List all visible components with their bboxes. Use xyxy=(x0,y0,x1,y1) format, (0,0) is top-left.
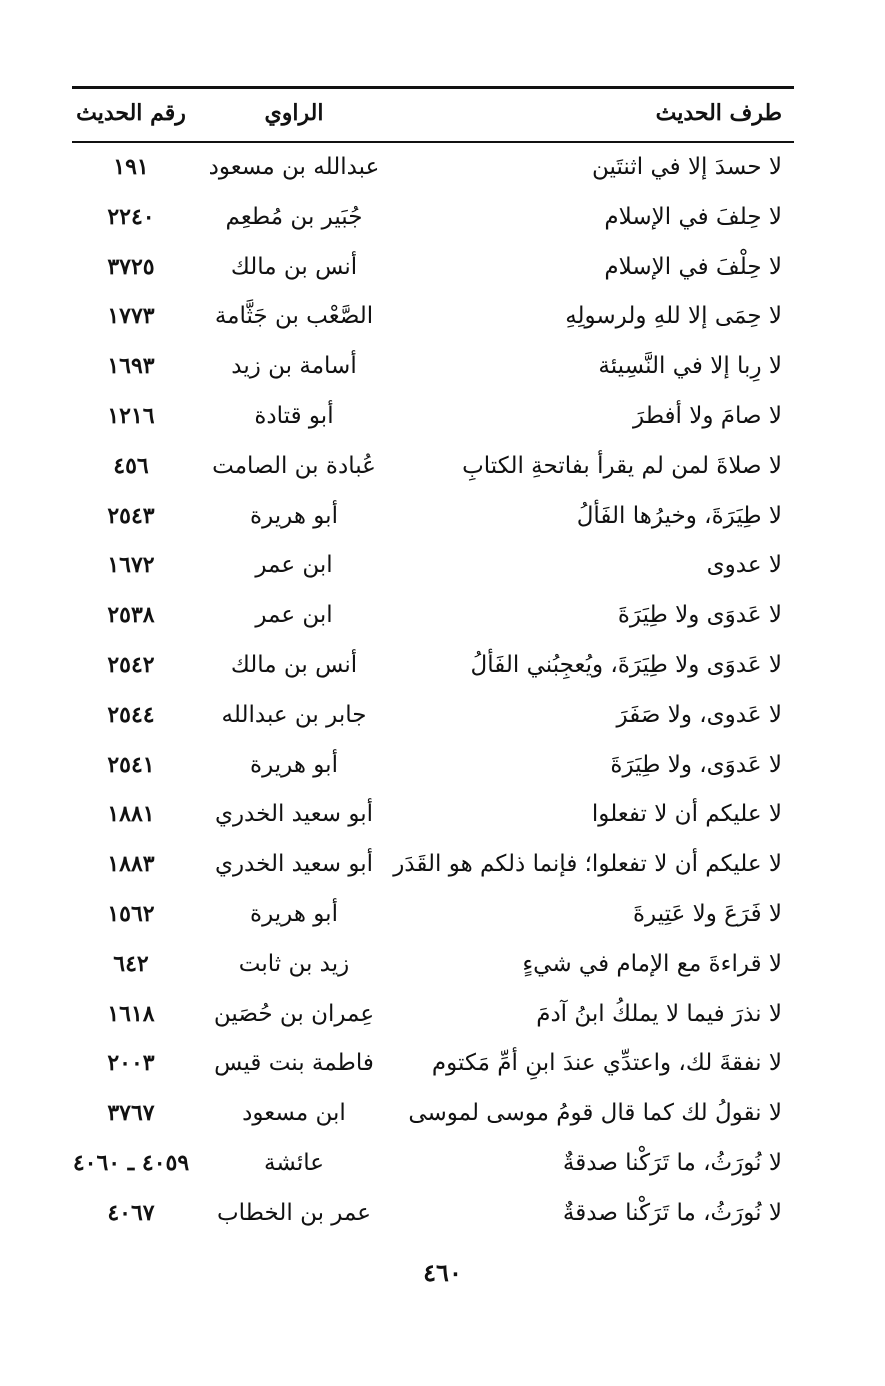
row-number: ٢٢٤٠ xyxy=(107,203,155,230)
row-number: ١٦٩٣ xyxy=(107,353,155,380)
row-narrator: عمر بن الخطاب xyxy=(216,1199,371,1226)
row-narrator: ابن مسعود xyxy=(242,1100,346,1127)
row-narrator: أبو سعيد الخدري xyxy=(214,801,374,828)
row-number: ١٢١٦ xyxy=(107,402,155,429)
row-narrator: أبو سعيد الخدري xyxy=(214,851,374,878)
row-hadith: لا نقولُ لك كما قال قومُ موسى لموسى xyxy=(408,1100,782,1127)
row-narrator: عُبادة بن الصامت xyxy=(212,452,376,479)
table-row xyxy=(72,640,794,690)
row-hadith: لا نفقةَ لك، واعتدِّي عندَ ابنِ أمِّ مَكتوم xyxy=(431,1050,782,1077)
table-row xyxy=(72,1138,794,1188)
table-row xyxy=(72,192,794,242)
table-row xyxy=(72,1038,794,1088)
row-narrator: الصَّعْب بن جَثَّامة xyxy=(214,303,374,330)
table-header xyxy=(72,90,794,138)
row-number: ١٨٨٣ xyxy=(107,851,155,878)
row-narrator: أبو قتادة xyxy=(254,402,334,429)
row-hadith: لا طِيَرَةَ، وخيرُها الفَألُ xyxy=(576,502,782,529)
row-hadith: لا نذرَ فيما لا يملكُ ابنُ آدمَ xyxy=(536,1000,782,1027)
row-hadith: لا عَدوَى، ولا طِيَرَةَ xyxy=(610,751,782,778)
row-hadith: لا عَدوى، ولا صَفَرَ xyxy=(616,701,782,728)
table-row xyxy=(72,939,794,989)
table-body xyxy=(72,142,794,1238)
row-hadith: لا حِمَى إلا للهِ ولرسولِهِ xyxy=(565,303,782,330)
row-narrator: أبو هريرة xyxy=(250,900,338,927)
row-narrator: عائشة xyxy=(264,1149,324,1176)
row-hadith: لا فَرَعَ ولا عَتِيرةَ xyxy=(632,900,782,927)
table-row xyxy=(72,1188,794,1238)
row-narrator: أسامة بن زيد xyxy=(231,353,357,380)
row-number: ١٧٧٣ xyxy=(107,303,155,330)
row-hadith: لا رِبا إلا في النَّسِيئة xyxy=(598,353,782,380)
row-narrator: أبو هريرة xyxy=(250,751,338,778)
row-number: ١٦٧٢ xyxy=(107,552,155,579)
row-hadith: لا صلاةَ لمن لم يقرأ بفاتحةِ الكتابِ xyxy=(462,452,782,479)
row-hadith: لا صامَ ولا أفطرَ xyxy=(633,402,782,429)
row-number: ٣٧٦٧ xyxy=(107,1100,155,1127)
row-number: ٢٠٠٣ xyxy=(107,1050,155,1077)
table-row xyxy=(72,1088,794,1138)
row-narrator: أنس بن مالك xyxy=(230,651,358,678)
table-row xyxy=(72,540,794,590)
table-row xyxy=(72,142,794,192)
row-number: ١٥٦٢ xyxy=(107,900,155,927)
row-number: ٢٥٤٣ xyxy=(107,502,155,529)
table-row xyxy=(72,789,794,839)
row-hadith: لا عدوى xyxy=(706,552,782,579)
row-number: ١٩١ xyxy=(113,154,149,180)
row-narrator: عِمران بن حُصَين xyxy=(213,1000,375,1027)
row-narrator: ابن عمر xyxy=(255,602,333,629)
page-number: ٤٦٠ xyxy=(423,1258,462,1287)
table-row xyxy=(72,242,794,292)
table-row xyxy=(72,491,794,541)
table-row xyxy=(72,291,794,341)
row-hadith: لا عليكم أن لا تفعلوا xyxy=(591,801,782,828)
row-narrator: زيد بن ثابت xyxy=(238,950,350,977)
table-row xyxy=(72,690,794,740)
row-number: ٢٥٤١ xyxy=(107,751,155,778)
table-row xyxy=(72,839,794,889)
row-narrator: ابن عمر xyxy=(255,552,333,579)
row-narrator: فاطمة بنت قيس xyxy=(214,1050,374,1077)
row-narrator: عبدالله بن مسعود xyxy=(208,154,380,180)
row-hadith: لا عليكم أن لا تفعلوا؛ فإنما ذلكم هو القَدَر xyxy=(393,851,782,878)
top-rule xyxy=(72,86,794,89)
row-number: ٢٥٣٨ xyxy=(107,602,155,629)
row-number: ٢٥٤٤ xyxy=(107,701,155,728)
row-hadith: لا عَدوَى ولا طِيَرَةَ، ويُعجِبُني الفَألُ xyxy=(470,651,782,678)
row-number: ١٦١٨ xyxy=(107,1000,155,1027)
table-row xyxy=(72,889,794,939)
row-narrator: جابر بن عبدالله xyxy=(221,701,367,728)
row-number: ٤٠٥٩ ـ ٤٠٦٠ xyxy=(72,1149,190,1176)
table-row xyxy=(72,989,794,1039)
row-hadith: لا حسدَ إلا في اثنتَين xyxy=(592,154,782,180)
row-hadith: لا حِلْفَ في الإسلام xyxy=(604,253,782,280)
row-number: ٤٥٦ xyxy=(113,452,149,479)
header-narrator: الراوي xyxy=(264,100,324,126)
row-number: ١٨٨١ xyxy=(107,801,155,828)
row-number: ٤٠٦٧ xyxy=(107,1199,155,1226)
table-row xyxy=(72,740,794,790)
row-number: ٣٧٢٥ xyxy=(107,253,155,280)
table-row xyxy=(72,590,794,640)
table-row xyxy=(72,441,794,491)
row-narrator: جُبَير بن مُطعِم xyxy=(225,203,363,230)
header-hadith: طرف الحديث xyxy=(655,100,782,126)
row-number: ٢٥٤٢ xyxy=(107,651,155,678)
row-number: ٦٤٢ xyxy=(113,950,149,977)
row-narrator: أنس بن مالك xyxy=(230,253,358,280)
row-hadith: لا نُورَثُ، ما تَرَكْنا صدقةٌ xyxy=(562,1199,782,1226)
header-number: رقم الحديث xyxy=(76,100,186,126)
row-hadith: لا قراءةَ مع الإمام في شيءٍ xyxy=(522,950,782,977)
table-row xyxy=(72,391,794,441)
row-hadith: لا حِلفَ في الإسلام xyxy=(604,203,782,230)
row-hadith: لا نُورَثُ، ما تَرَكْنا صدقةٌ xyxy=(562,1149,782,1176)
row-narrator: أبو هريرة xyxy=(250,502,338,529)
row-hadith: لا عَدوَى ولا طِيَرَةَ xyxy=(617,602,782,629)
table-row xyxy=(72,341,794,391)
